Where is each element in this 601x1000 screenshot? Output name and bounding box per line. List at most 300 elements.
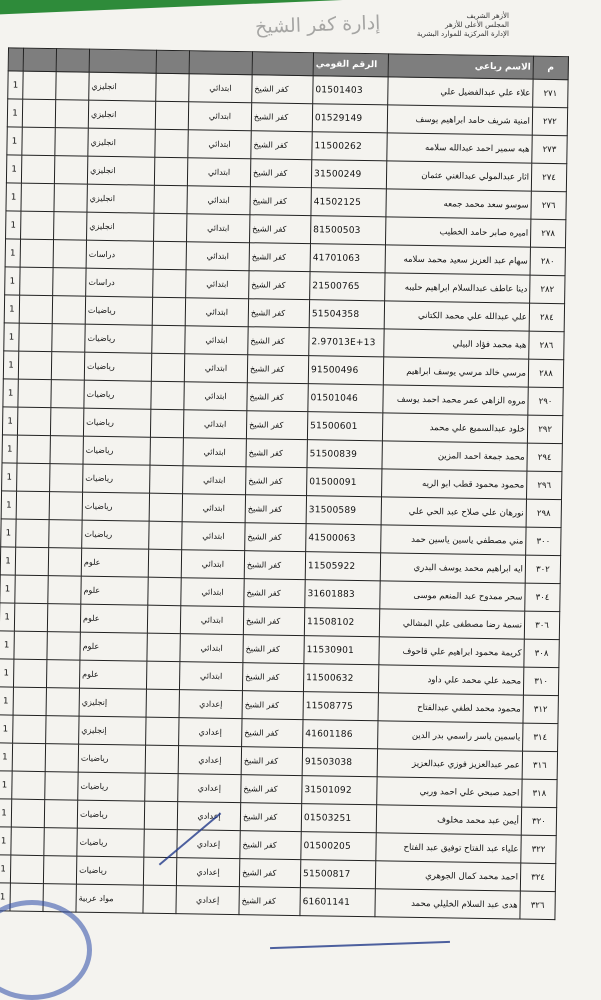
row-stage: إعدادي xyxy=(177,830,240,859)
row-name: هبه سمير احمد عبدالله سلامه xyxy=(387,133,532,163)
row-empty xyxy=(18,351,51,380)
row-count: 1 xyxy=(3,351,18,379)
row-count: 1 xyxy=(5,239,20,267)
row-num: ٢٨٠ xyxy=(530,247,565,276)
row-empty xyxy=(56,72,89,101)
row-empty xyxy=(147,633,180,662)
row-subject: رياضيات xyxy=(85,324,152,353)
row-count: 1 xyxy=(3,379,18,407)
row-count: 1 xyxy=(0,687,13,715)
row-stage: ابتدائي xyxy=(183,410,246,439)
row-stage: إعدادي xyxy=(176,886,239,915)
row-empty xyxy=(148,549,181,578)
row-town: كفر الشيخ xyxy=(245,523,306,552)
row-town: كفر الشيخ xyxy=(244,579,305,608)
row-stage: ابتدائي xyxy=(187,158,250,187)
row-national-id: 01529149 xyxy=(312,104,387,133)
row-num: ٣٠٢ xyxy=(525,555,560,584)
row-empty xyxy=(20,267,53,296)
row-empty xyxy=(53,240,86,269)
row-town: كفر الشيخ xyxy=(251,131,312,160)
row-empty xyxy=(52,324,85,353)
header-empty-1 xyxy=(252,52,313,76)
row-empty xyxy=(146,689,179,718)
row-name: علي عبدالله علي محمد الكتاني xyxy=(384,301,529,331)
row-num: ٣٠٤ xyxy=(525,583,560,612)
row-count: 1 xyxy=(0,883,10,911)
row-num: ٢٩٠ xyxy=(528,387,563,416)
row-stage: ابتدائي xyxy=(188,102,251,131)
row-national-id: 81500503 xyxy=(310,216,385,245)
row-empty xyxy=(151,381,184,410)
row-stage: إعدادي xyxy=(178,774,241,803)
row-town: كفر الشيخ xyxy=(241,775,302,804)
row-empty xyxy=(17,463,50,492)
header-name: الاسم رباعي xyxy=(388,54,533,79)
row-national-id: 11508102 xyxy=(304,608,379,637)
row-empty xyxy=(152,325,185,354)
row-empty xyxy=(150,437,183,466)
row-empty xyxy=(146,661,179,690)
row-national-id: 11530901 xyxy=(304,636,379,665)
row-national-id: 11505922 xyxy=(305,552,380,581)
row-count: 1 xyxy=(5,267,20,295)
row-town: كفر الشيخ xyxy=(251,103,312,132)
row-num: ٣٠٠ xyxy=(526,527,561,556)
row-subject: رياضيات xyxy=(78,772,145,801)
row-empty xyxy=(149,521,182,550)
row-empty xyxy=(14,631,47,660)
letterhead xyxy=(417,12,509,39)
row-empty xyxy=(51,380,84,409)
row-town: كفر الشيخ xyxy=(240,803,301,832)
header-national-id: الرقم القومي xyxy=(313,53,388,77)
row-stage: ابتدائي xyxy=(180,634,243,663)
row-empty xyxy=(53,268,86,297)
row-name: نورهان علي صلاح عبد الحي علي xyxy=(381,497,526,527)
row-stage: ابتدائي xyxy=(184,354,247,383)
row-empty xyxy=(156,73,189,102)
row-empty xyxy=(46,688,79,717)
row-national-id: 01501046 xyxy=(308,384,383,413)
row-stage: ابتدائي xyxy=(185,298,248,327)
row-num: ٢٩٢ xyxy=(527,415,562,444)
header-empty-3 xyxy=(156,50,189,74)
row-subject: رياضيات xyxy=(82,492,149,521)
row-stage: ابتدائي xyxy=(183,466,246,495)
row-empty xyxy=(15,547,48,576)
row-empty xyxy=(152,297,185,326)
row-count: 1 xyxy=(4,295,19,323)
row-empty xyxy=(11,799,44,828)
row-national-id: 11500262 xyxy=(312,132,387,161)
row-town: كفر الشيخ xyxy=(244,551,305,580)
row-num: ٢٧٦ xyxy=(531,191,566,220)
row-count: 1 xyxy=(2,463,17,491)
row-national-id: 41701063 xyxy=(310,244,385,273)
row-national-id: 91500496 xyxy=(308,356,383,385)
row-stage: ابتدائي xyxy=(188,130,251,159)
row-subject: علوم xyxy=(81,548,148,577)
row-stage: ابتدائي xyxy=(186,270,249,299)
row-num: ٣٢٤ xyxy=(520,863,555,892)
document-sheet xyxy=(0,47,558,964)
row-count: 1 xyxy=(0,631,14,659)
row-num: ٢٩٤ xyxy=(527,443,562,472)
row-count: 1 xyxy=(0,827,11,855)
row-town: كفر الشيخ xyxy=(249,215,310,244)
row-subject: رياضيات xyxy=(83,464,150,493)
row-empty xyxy=(17,407,50,436)
row-count: 1 xyxy=(0,659,14,687)
row-num: ٢٧٨ xyxy=(530,219,565,248)
row-name: محمد علي محمد علي داود xyxy=(378,665,523,695)
row-empty xyxy=(13,687,46,716)
row-empty xyxy=(153,241,186,270)
row-subject: انجليزي xyxy=(87,156,154,185)
row-empty xyxy=(154,213,187,242)
row-subject: رياضيات xyxy=(77,828,144,857)
row-stage: ابتدائي xyxy=(187,186,250,215)
row-empty xyxy=(50,464,83,493)
row-national-id: 31500249 xyxy=(311,160,386,189)
row-count: 1 xyxy=(0,855,11,883)
row-empty xyxy=(143,885,176,914)
row-subject: رياضيات xyxy=(85,296,152,325)
row-count: 1 xyxy=(6,211,21,239)
row-national-id: 11508775 xyxy=(303,692,378,721)
row-name: علياء عبد الفتاح توفيق عبد الفتاح xyxy=(376,833,521,863)
row-town: كفر الشيخ xyxy=(249,271,310,300)
row-subject: رياضيات xyxy=(83,436,150,465)
row-empty xyxy=(149,493,182,522)
row-national-id: 01500205 xyxy=(301,832,376,861)
row-empty xyxy=(50,436,83,465)
row-national-id: 51500817 xyxy=(300,860,375,889)
row-national-id: 31601883 xyxy=(305,580,380,609)
row-national-id: 61601141 xyxy=(300,888,375,917)
row-empty xyxy=(20,239,53,268)
row-count: 1 xyxy=(6,183,21,211)
row-name: سوسو سعد محمد جمعه xyxy=(386,189,531,219)
row-empty xyxy=(154,185,187,214)
row-num: ٣١٤ xyxy=(523,723,558,752)
row-national-id: 51504358 xyxy=(309,300,384,329)
row-national-id: 51500601 xyxy=(307,412,382,441)
row-name: محمود محمد لطفي عبدالفتاح xyxy=(378,693,523,723)
letterhead-line-3: الإدارة المركزية للموارد البشرية xyxy=(416,30,509,38)
row-name: عمر عبدالعزيز فوزي عبدالعزيز xyxy=(377,749,522,779)
row-num: ٣٠٦ xyxy=(524,611,559,640)
row-town: كفر الشيخ xyxy=(245,495,306,524)
row-num: ٢٨٢ xyxy=(530,275,565,304)
row-stage: ابتدائي xyxy=(182,522,245,551)
header-empty-4 xyxy=(89,49,156,73)
row-empty xyxy=(50,408,83,437)
row-empty xyxy=(12,771,45,800)
row-national-id: 01501403 xyxy=(313,76,388,105)
row-empty xyxy=(150,409,183,438)
table-body xyxy=(0,71,568,920)
row-empty xyxy=(54,212,87,241)
row-subject: انجليزي xyxy=(88,100,155,129)
row-subject: علوم xyxy=(80,632,147,661)
row-empty xyxy=(147,605,180,634)
row-name: سهام عبد العزيز سعيد محمد سلامه xyxy=(385,245,530,275)
row-num: ٣١٢ xyxy=(523,695,558,724)
row-stage: ابتدائي xyxy=(183,438,246,467)
row-name: احمد صبحي علي احمد وربي xyxy=(377,777,522,807)
row-town: كفر الشيخ xyxy=(246,439,307,468)
row-empty xyxy=(45,772,78,801)
row-count: 1 xyxy=(0,603,15,631)
row-empty xyxy=(154,157,187,186)
row-empty xyxy=(22,99,55,128)
row-empty xyxy=(55,128,88,157)
row-count: 1 xyxy=(0,715,13,743)
row-subject: علوم xyxy=(79,660,146,689)
row-town: كفر الشيخ xyxy=(252,75,313,104)
row-town: كفر الشيخ xyxy=(241,747,302,776)
row-national-id: 31501092 xyxy=(302,776,377,805)
row-stage: ابتدائي xyxy=(189,74,252,103)
row-stage: ابتدائي xyxy=(180,606,243,635)
header-num: م xyxy=(533,56,568,80)
row-stage: ابتدائي xyxy=(185,326,248,355)
row-name: سحر ممدوح عبد المنعم موسى xyxy=(380,581,525,611)
row-num: ٣١٨ xyxy=(522,779,557,808)
row-national-id: 01503251 xyxy=(301,804,376,833)
row-name: كريمة محمود ابراهيم علي قاحوف xyxy=(379,637,524,667)
row-town: كفر الشيخ xyxy=(246,411,307,440)
row-empty xyxy=(44,828,77,857)
row-name: محمود محمود قطب ابو الريه xyxy=(382,469,527,499)
row-subject: علوم xyxy=(81,576,148,605)
row-empty xyxy=(17,435,50,464)
row-stage: إعدادي xyxy=(179,718,242,747)
row-stage: ابتدائي xyxy=(181,550,244,579)
row-subject: رياضيات xyxy=(76,856,143,885)
row-empty xyxy=(55,100,88,129)
row-count: 1 xyxy=(0,743,13,771)
row-empty xyxy=(21,183,54,212)
row-town: كفر الشيخ xyxy=(249,243,310,272)
row-count: 1 xyxy=(8,71,23,99)
row-empty xyxy=(48,548,81,577)
row-empty xyxy=(52,296,85,325)
row-empty xyxy=(146,717,179,746)
row-num: ٣١٠ xyxy=(523,667,558,696)
row-town: كفر الشيخ xyxy=(239,859,300,888)
row-count: 1 xyxy=(6,155,21,183)
row-empty xyxy=(19,295,52,324)
row-empty xyxy=(155,129,188,158)
row-empty xyxy=(14,603,47,632)
row-empty xyxy=(15,575,48,604)
row-town: كفر الشيخ xyxy=(243,635,304,664)
row-num: ٢٧٣ xyxy=(532,135,567,164)
row-num: ٢٩٦ xyxy=(527,471,562,500)
row-town: كفر الشيخ xyxy=(250,159,311,188)
letterhead-line-2: المجلس الأعلى للأزهر xyxy=(445,21,509,29)
row-name: دينا عاطف عبدالسلام ابراهيم حليبه xyxy=(385,273,530,303)
row-count: 1 xyxy=(0,799,12,827)
row-num: ٢٨٦ xyxy=(529,331,564,360)
row-town: كفر الشيخ xyxy=(247,383,308,412)
row-stage: إعدادي xyxy=(179,690,242,719)
row-name: مرسي خالد مرسي يوسف ابراهيم xyxy=(383,357,528,387)
row-subject: رياضيات xyxy=(83,408,150,437)
row-national-id: 91503038 xyxy=(302,748,377,777)
row-town: كفر الشيخ xyxy=(240,831,301,860)
row-national-id: 21500765 xyxy=(310,272,385,301)
row-name: خلود عبدالسميع علي محمد xyxy=(382,413,527,443)
row-empty xyxy=(148,577,181,606)
row-name: اثار عبدالمولي عبدالغني عثمان xyxy=(386,161,531,191)
row-stage: ابتدائي xyxy=(186,242,249,271)
row-num: ٣٢٢ xyxy=(521,835,556,864)
row-national-id: 41601186 xyxy=(303,720,378,749)
row-subject: رياضيات xyxy=(78,744,145,773)
row-empty xyxy=(18,379,51,408)
row-empty xyxy=(19,323,52,352)
row-name: هدى عبد السلام الخليلي محمد xyxy=(375,889,520,919)
row-subject: انجليزي xyxy=(87,212,154,241)
row-empty xyxy=(23,71,56,100)
row-town: كفر الشيخ xyxy=(242,663,303,692)
row-national-id: 2.97013E+13 xyxy=(309,328,384,357)
row-subject: إنجليزي xyxy=(79,716,146,745)
row-national-id: 11500632 xyxy=(303,664,378,693)
row-num: ٣٠٨ xyxy=(524,639,559,668)
row-stage: إعدادي xyxy=(177,802,240,831)
row-empty xyxy=(151,353,184,382)
row-empty xyxy=(22,127,55,156)
letterhead-line-1: الأزهر الشريف xyxy=(466,12,509,20)
row-subject: رياضيات xyxy=(82,520,149,549)
row-name: مني مصطفي ياسين ياسين حمد xyxy=(381,525,526,555)
row-empty xyxy=(51,352,84,381)
row-count: 1 xyxy=(2,407,17,435)
row-empty xyxy=(46,716,79,745)
row-national-id: 31500589 xyxy=(306,496,381,525)
row-subject: دراسات xyxy=(86,268,153,297)
row-count: 1 xyxy=(4,323,19,351)
row-num: ٣٢٠ xyxy=(521,807,556,836)
row-town: كفر الشيخ xyxy=(247,355,308,384)
row-num: ٢٨٤ xyxy=(529,303,564,332)
row-name: علاء علي عبدالفضيل علي xyxy=(388,77,533,107)
row-stage: ابتدائي xyxy=(187,214,250,243)
row-stage: ابتدائي xyxy=(184,382,247,411)
row-empty xyxy=(48,576,81,605)
row-empty xyxy=(47,604,80,633)
row-empty xyxy=(13,659,46,688)
header-empty-5 xyxy=(56,49,89,73)
row-count: 1 xyxy=(2,435,17,463)
row-stage: ابتدائي xyxy=(179,662,242,691)
header-empty-2 xyxy=(189,51,252,75)
row-town: كفر الشيخ xyxy=(243,607,304,636)
row-empty xyxy=(16,519,49,548)
row-town: كفر الشيخ xyxy=(248,327,309,356)
row-empty xyxy=(10,855,43,884)
row-stage: ابتدائي xyxy=(181,578,244,607)
row-empty xyxy=(43,856,76,885)
row-num: ٢٧٤ xyxy=(531,163,566,192)
row-name: ياسمين ياسر راسمي بدر الدين xyxy=(378,721,523,751)
row-count: 1 xyxy=(0,771,12,799)
row-empty xyxy=(21,155,54,184)
row-count: 1 xyxy=(7,127,22,155)
row-name: اميره صابر حامد الخطيب xyxy=(385,217,530,247)
row-empty xyxy=(49,520,82,549)
row-stage: إعدادي xyxy=(176,858,239,887)
staff-table xyxy=(0,47,569,920)
row-town: كفر الشيخ xyxy=(242,719,303,748)
row-subject: انجليزي xyxy=(88,128,155,157)
row-empty xyxy=(155,101,188,130)
row-empty xyxy=(54,156,87,185)
row-subject: رياضيات xyxy=(77,800,144,829)
row-empty xyxy=(145,745,178,774)
header-empty-7 xyxy=(8,48,23,71)
row-empty xyxy=(47,632,80,661)
row-empty xyxy=(145,773,178,802)
row-stage: ابتدائي xyxy=(182,494,245,523)
row-num: ٢٩٨ xyxy=(526,499,561,528)
row-empty xyxy=(44,800,77,829)
row-count: 1 xyxy=(1,519,16,547)
row-subject: انجليزي xyxy=(89,72,156,101)
row-empty xyxy=(150,465,183,494)
header-empty-6 xyxy=(23,48,56,72)
row-stage: إعدادي xyxy=(178,746,241,775)
row-town: كفر الشيخ xyxy=(250,187,311,216)
row-name: مروه الزاهي عمر محمد احمد يوسف xyxy=(383,385,528,415)
row-national-id: 51500839 xyxy=(307,440,382,469)
row-subject: علوم xyxy=(80,604,147,633)
row-num: ٢٧١ xyxy=(533,79,568,108)
row-num: ٢٧٢ xyxy=(532,107,567,136)
row-empty xyxy=(12,743,45,772)
row-subject: إنجليزي xyxy=(79,688,146,717)
row-empty xyxy=(45,744,78,773)
row-empty xyxy=(16,491,49,520)
row-num: ٣١٦ xyxy=(522,751,557,780)
row-name: ايه ابراهيم محمد يوسف البدري xyxy=(380,553,525,583)
row-count: 1 xyxy=(7,99,22,127)
row-count: 1 xyxy=(0,575,15,603)
row-town: كفر الشيخ xyxy=(248,299,309,328)
row-name: نسمة رضا مصطفى علي المشالي xyxy=(379,609,524,639)
row-count: 1 xyxy=(1,491,16,519)
row-national-id: 41500063 xyxy=(306,524,381,553)
row-national-id: 41502125 xyxy=(311,188,386,217)
row-empty xyxy=(13,715,46,744)
row-national-id: 01500091 xyxy=(307,468,382,497)
row-name: محمد جمعة احمد المزين xyxy=(382,441,527,471)
row-name: هبة محمد فؤاد البيلي xyxy=(384,329,529,359)
row-subject: رياضيات xyxy=(84,380,151,409)
row-empty xyxy=(54,184,87,213)
row-count: 1 xyxy=(0,547,15,575)
row-empty xyxy=(49,492,82,521)
row-num: ٢٨٨ xyxy=(528,359,563,388)
row-town: كفر الشيخ xyxy=(239,887,300,916)
row-subject: مواد عربية xyxy=(76,884,143,913)
row-name: امنية شريف حامد ابراهيم يوسف xyxy=(387,105,532,135)
